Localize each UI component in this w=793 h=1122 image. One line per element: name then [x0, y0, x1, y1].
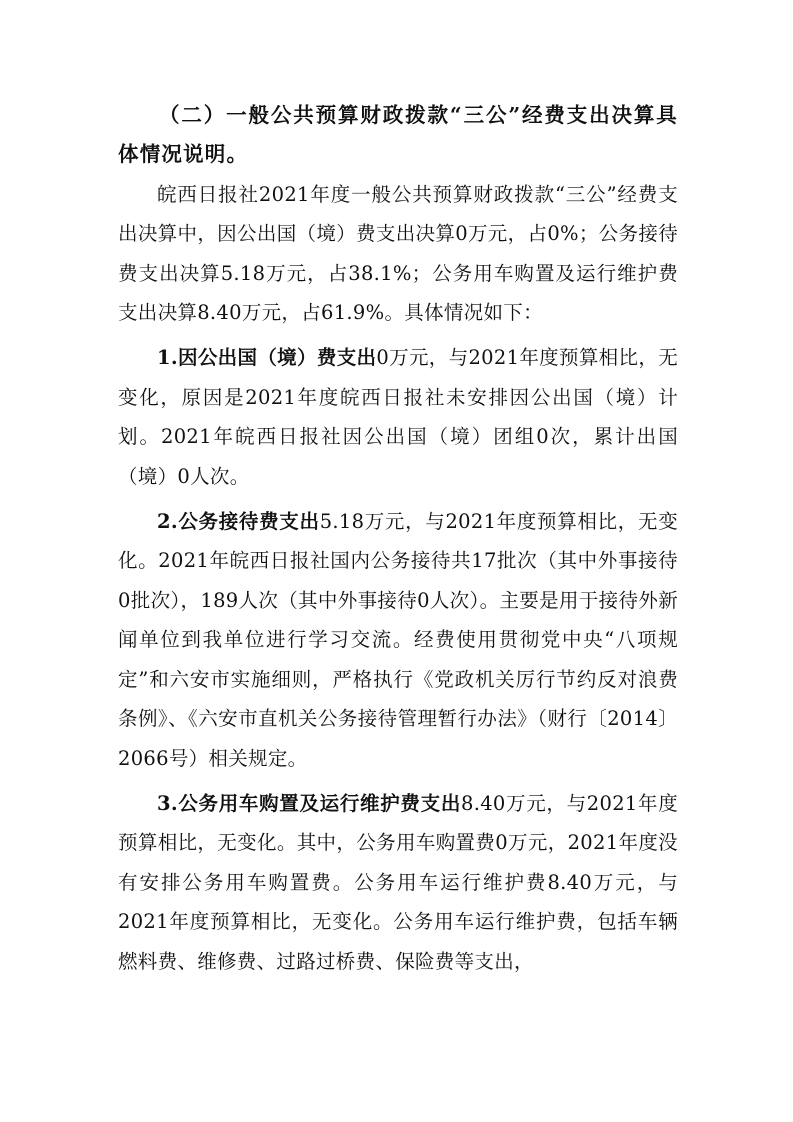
item-paragraph-outbound-travel [118, 338, 678, 496]
intro-paragraph: 皖西日报社2021年度一般公共预算财政拨款“三公”经费支出决算中，因公出国（境）费支出决算0万元，占0%；公务接待费支出决算5.18万元，占38.1%；公务用车购置及运行维护费支出决算8.40万元，占61.9%。具体情况如下： [118, 182, 678, 325]
item-title-vehicles: 3.公务用车购置及运行维护费支出 [157, 791, 462, 815]
item-paragraph-reception [118, 502, 678, 778]
item-body-reception: 5.18万元，与2021年度预算相比，无变化。2021年皖西日报社国内公务接待共17批次（其中外事接待0批次），189人次（其中外事接待0人次）。主要是用于接待外新闻单位到我单位进行学习交流。经费使用贯彻党中央“八项规定”和六安市实施细则，严格执行《党政机关厉行节约反对浪费条例》、《六安市直机关公务接待管理暂行办法》（财行〔2014〕2066号）相关规定。 [118, 510, 678, 770]
section-heading: （二）一般公共预算财政拨款“三公”经费支出决算具体情况说明。 [118, 103, 678, 167]
item-paragraph-vehicles [118, 784, 678, 981]
item-body-vehicles: 8.40万元，与2021年度预算相比，无变化。其中，公务用车购置费0万元，2021年度没有安排公务用车购置费。公务用车运行维护费8.40万元，与2021年度预算相比，无变化。公务用车运行维护费，包括车辆燃料费、维修费、过路过桥费、保险费等支出， [118, 791, 678, 973]
document-body [118, 96, 678, 981]
item-title-outbound-travel: 1.因公出国（境）费支出 [157, 346, 377, 370]
item-title-reception: 2.公务接待费支出 [157, 510, 320, 534]
item-body-outbound-travel: 0万元，与2021年度预算相比，无变化，原因是2021年度皖西日报社未安排因公出国（境）计划。2021年皖西日报社因公出国（境）团组0次，累计出国（境）0人次。 [118, 346, 678, 488]
